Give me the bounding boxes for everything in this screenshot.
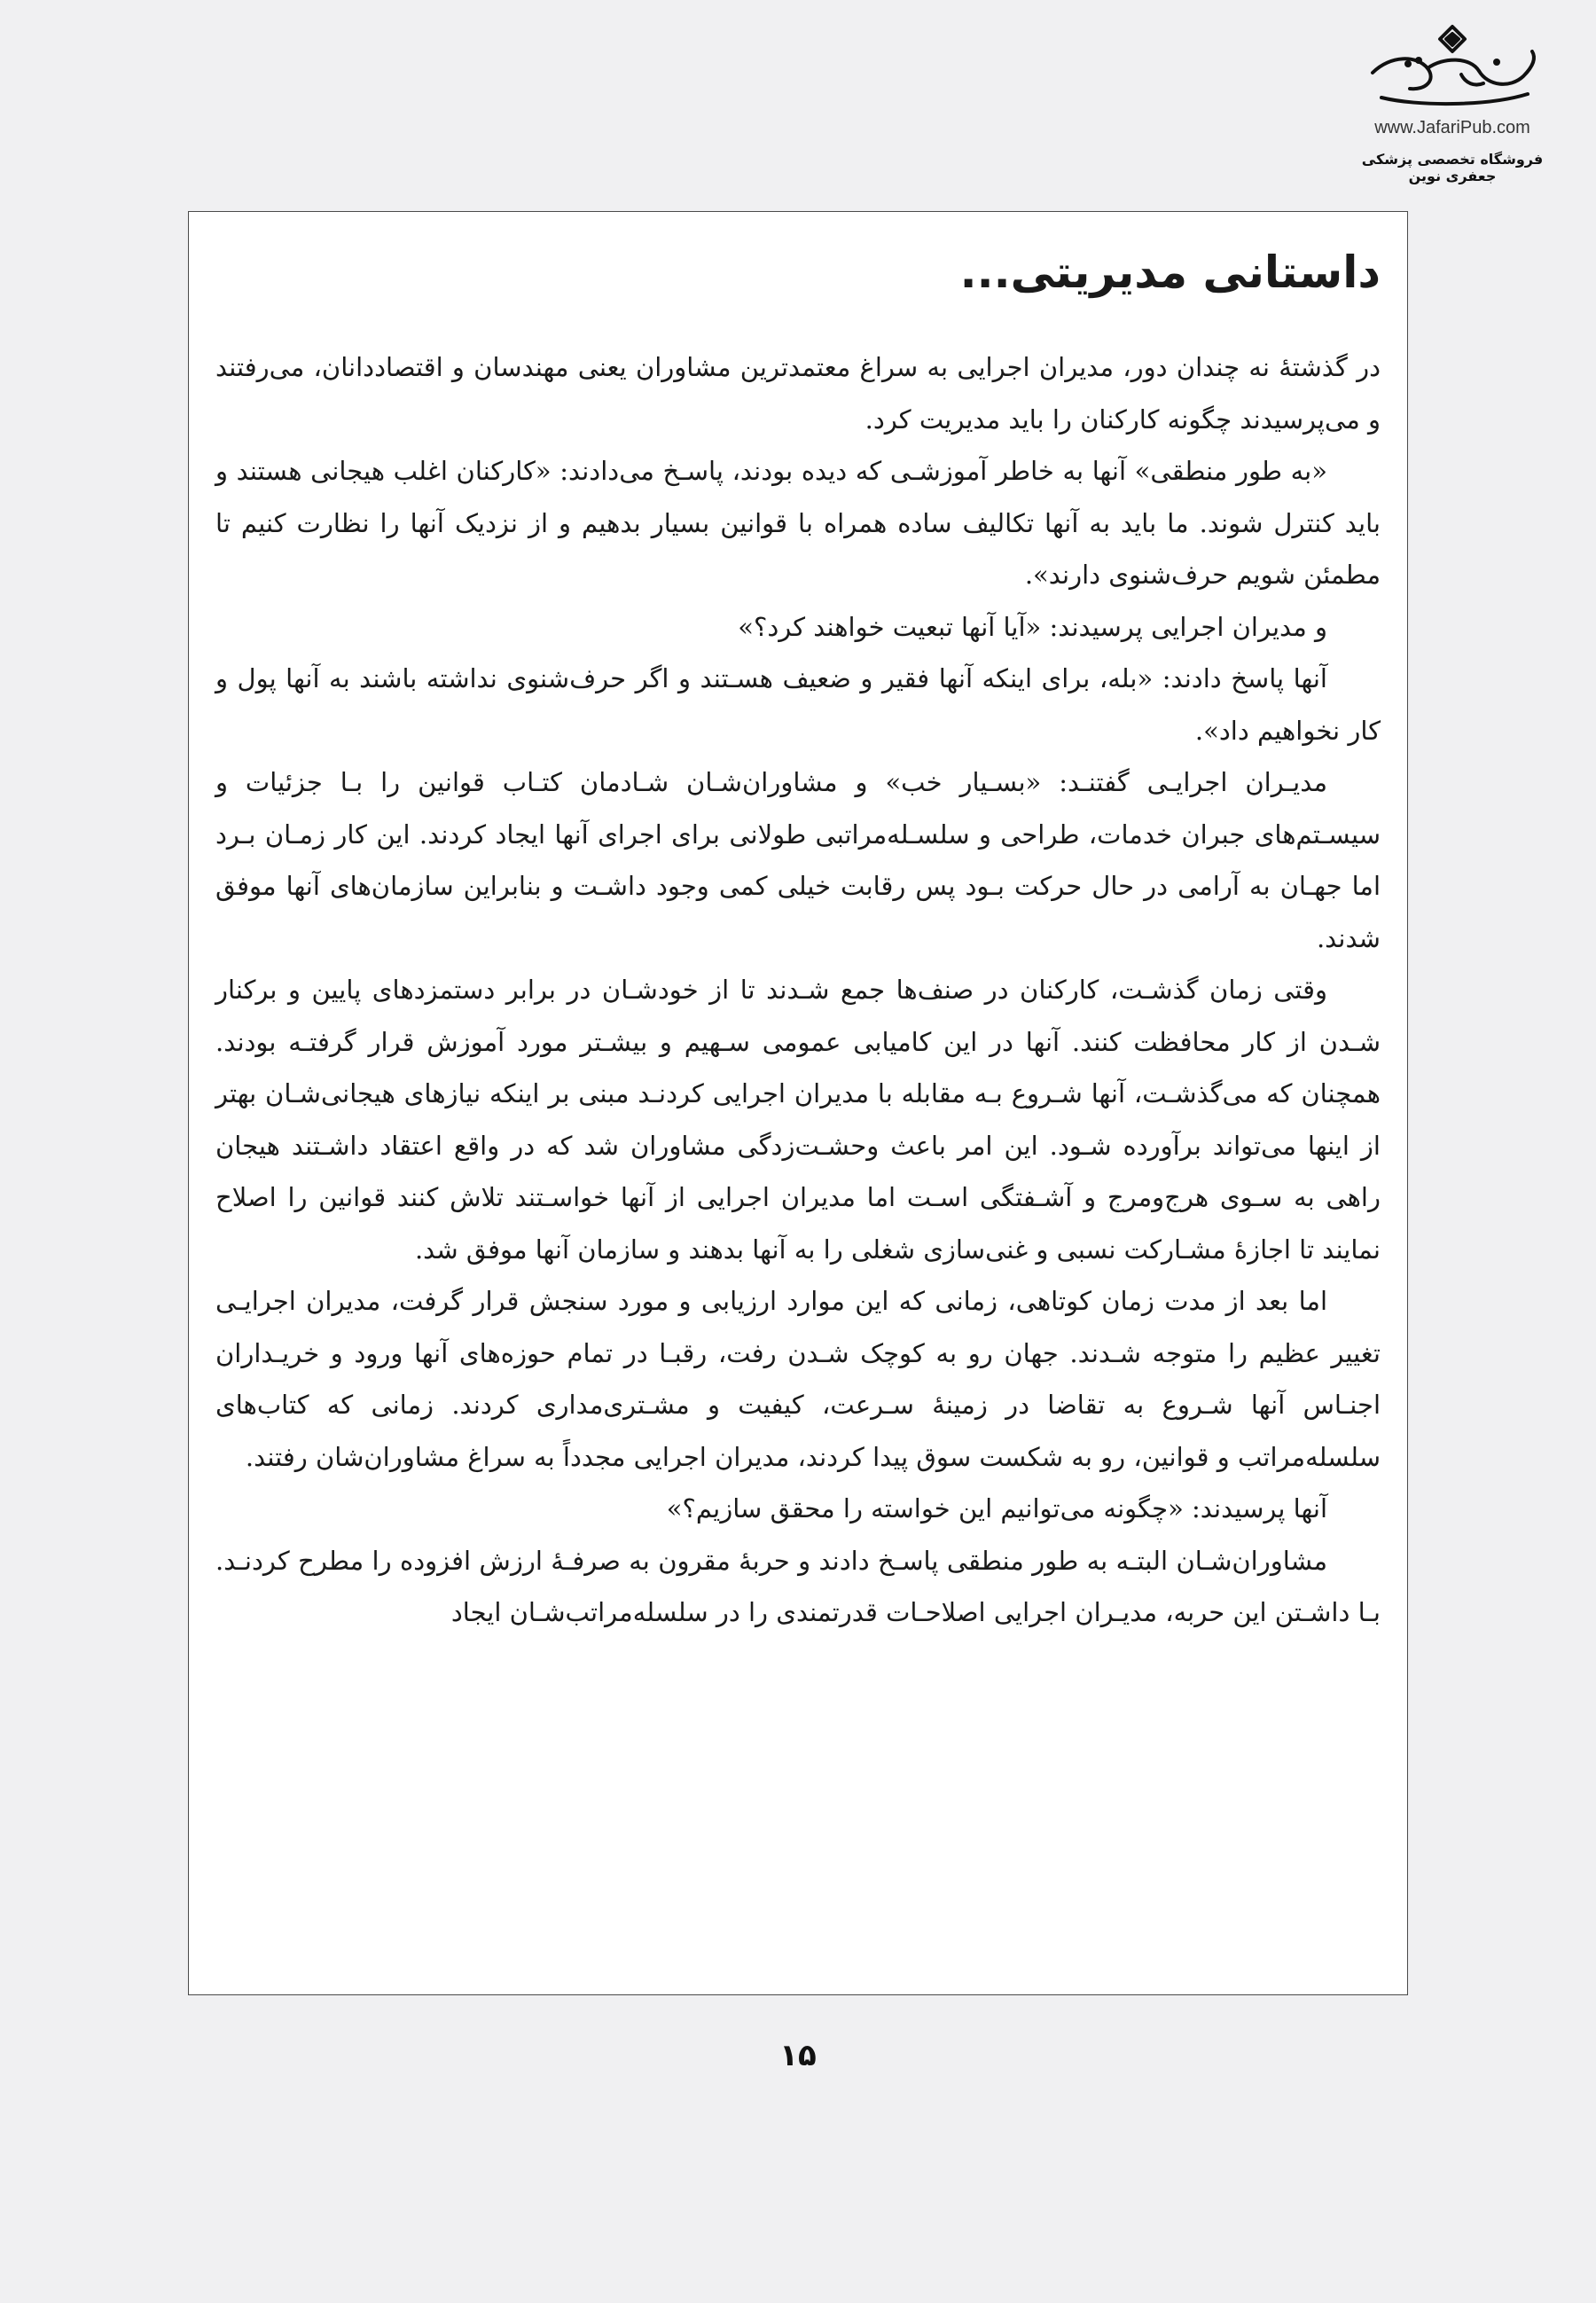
paragraph-4: آنها پاسخ دادند: «بله، برای اینکه آنها فقیر و ضعیف هسـتند و اگر حرف‌شنوی نداشته باشند به آنها پول و کار نخواهیم داد».	[215, 663, 1381, 746]
logo-url[interactable]: www.JafariPub.com	[1374, 118, 1530, 137]
paragraph-7: اما بعد از مدت زمان کوتاهی، زمانی که این موارد ارزیابی و مورد سنجش قرار گرفت، مدیران اجرایـی تغییر عظیم را متوجه شـدند. جهان رو به کوچک شـدن رفت، رقبـا در تمام حوزه‌های آنها ورود و خریـداران اجنـاس آنها شـروع به تقاضا در زمینۀ سـرعت، کیفیت و مشـتری‌مداری کردند. زمانی که کتاب‌های سلسله‌مراتب و قوانین، رو به شکست سوق پیدا کردند، مدیران اجرایی مجدداً به سراغ مشاوران‌شان رفتند.	[215, 1286, 1381, 1472]
page-number: ۱۵	[779, 2038, 817, 2073]
paragraph-5: مدیـران اجرایـی گفتنـد: «بسـیار خب» و مشاوران‌شـان شـادمان کتـاب قوانین را بـا جزئیات و سیسـتم‌های جبران خدمات، طراحی و سلسـله‌مراتبی طولانی برای اجرای آنها ایجاد کردند. این کار زمـان بـرد اما جهـان به آرامی در حال حرکت بـود پس رقابت خیلی کمی وجود داشـت و بنابراین سازمان‌های آنها موفق شدند.	[215, 767, 1381, 953]
paragraph-6: وقتی زمان گذشـت، کارکنان در صنف‌ها جمع شـدند تا از خودشـان در برابر دستمزدهای پایین و برکنار شـدن از کار محافظت کنند. آنها در این کامیابی عمومی سـهیم و بیشـتر مورد آموزش قرار گرفتـه بودند. همچنان که می‌گذشـت، آنها شـروع بـه مقابله با مدیران اجرایی کردنـد مبنی بر اینکه نیازهای هیجانی‌شـان بهتر از اینها می‌تواند برآورده شـود. این امر باعث وحشـت‌زدگی مشاوران شد که در واقع اعتقاد داشـتند هیجان راهی به سـوی هرج‌ومرج و آشـفتگی اسـت اما مدیران اجرایی از آنها خواسـتند تلاش کنند قوانین را اصلاح نمایند تا اجازۀ مشـارکت نسبی و غنی‌سازی شغلی را به آنها بدهند و سازمان آنها موفق شد.	[215, 975, 1381, 1265]
paragraph-2: «به طور منطقی» آنها به خاطر آموزشـی که دیده بودند، پاسـخ می‌دادند: «کارکنان اغلب هیجانی هستند و باید کنترل شوند. ما باید به آنها تکالیف ساده همراه با قوانین بسیار بدهیم و از نزدیک آنها را نظارت کنیم تا مطمئن شویم حرف‌شنوی دارند».	[215, 456, 1381, 590]
paragraph-9: مشاوران‌شـان البتـه به طور منطقی پاسـخ دادند و حربۀ مقرون به صرفـۀ ارزش افزوده را مطرح کردنـد. بـا داشـتن این حربه، مدیـران اجرایی اصلاحـات قدرتمندی را در سلسله‌مراتب‌شـان ایجاد	[215, 1545, 1381, 1627]
paragraph-1: در گذشتۀ نه چندان دور، مدیران اجرایی به سراغ معتمدترین مشاوران یعنی مهندسان و اقتصاددانان، می‌رفتند و می‌پرسیدند چگونه کارکنان را باید مدیریت کرد.	[215, 352, 1381, 435]
content-frame	[188, 211, 1408, 1995]
paragraph-3: و مدیران اجرایی پرسیدند: «آیا آنها تبعیت خواهند کرد؟»	[738, 611, 1327, 642]
publisher-logo	[1337, 20, 1568, 184]
logo-caption: فروشگاه تخصصی پزشکی جعفری نوین	[1361, 151, 1544, 184]
logo-calligraphy-icon	[1355, 20, 1550, 121]
paragraph-8: آنها پرسیدند: «چگونه می‌توانیم این خواسته را محقق سازیم؟»	[666, 1493, 1327, 1524]
page-title: داستانی مدیریتی...	[959, 247, 1381, 298]
